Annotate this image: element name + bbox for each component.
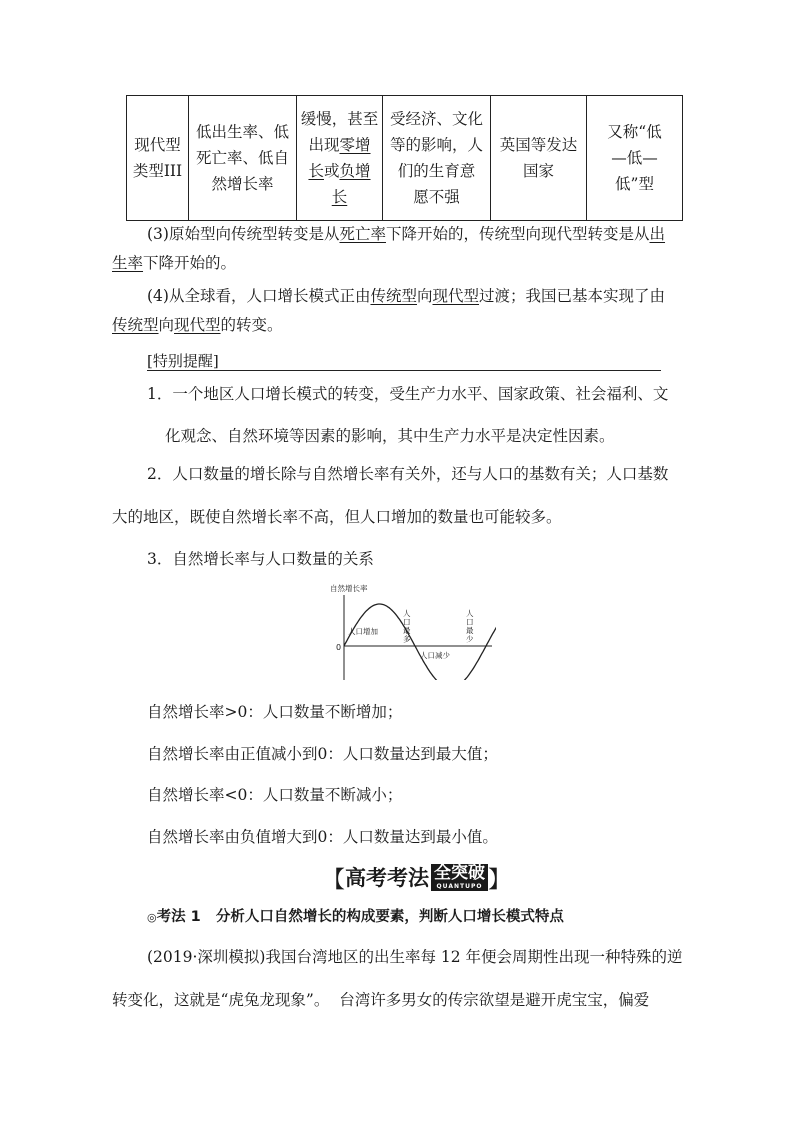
rule-3: 自然增长率<0：人口数量不断减小； xyxy=(147,786,403,804)
table-cell-region: 英国等发达 国家 xyxy=(491,96,587,221)
table-row xyxy=(127,96,683,221)
example-line2: 转变化，这就是“虎兔龙现象”。 台湾许多男女的传宗欲望是避开虎宝宝，偏爱 xyxy=(112,991,650,1009)
tip-item-3: 3．自然增长率与人口数量的关系 xyxy=(147,550,374,568)
population-model-table xyxy=(126,95,683,221)
kaofa-heading: ◎考法 1 分析人口自然增长的构成要素，判断人口增长模式特点 xyxy=(147,909,564,925)
section-banner: 【 高考考法 全突破 QUANTUPO 】 xyxy=(322,862,511,893)
target-icon: ◎ xyxy=(147,911,157,924)
para4-line2: 传统型向现代型的转变。 xyxy=(112,316,283,334)
tip-item-1-line1: 1．一个地区人口增长模式的转变，受生产力水平、国家政策、社会福利、文 xyxy=(147,385,669,403)
banner-box: 全突破 QUANTUPO xyxy=(431,864,488,891)
table-cell-reason: 受经济、文化 等的影响，人 们的生育意 愿不强 xyxy=(383,96,491,221)
label-min xyxy=(466,608,474,644)
para4-line1: (4)从全球看，人口增长模式正由传统型向现代型过渡；我国已基本实现了由 xyxy=(147,287,666,305)
tip-item-2-line1: 2．人口数量的增长除与自然增长率有关外，还与人口的基数有关；人口基数 xyxy=(147,465,669,483)
label-increase: 人口增加 xyxy=(348,627,378,636)
table-cell-type: 现代型 类型III xyxy=(127,96,189,221)
growth-rate-chart xyxy=(326,580,496,680)
tip-item-1-line2: 化观念、自然环境等因素的影响，其中生产力水平是决定性因素。 xyxy=(165,427,615,445)
svg-text:人口最少: 人口最少 xyxy=(466,609,474,644)
para3-line1: (3)原始型向传统型转变是从死亡率下降开始的，传统型向现代型转变是从出 xyxy=(147,225,666,243)
example-line1: (2019·深圳模拟)我国台湾地区的出生率每 12 年便会周期性出现一种特殊的逆 xyxy=(147,948,683,966)
table-cell-growth: 缓慢，甚至 出现零增 长或负增 长 xyxy=(297,96,383,221)
rule-2: 自然增长率由正值减小到0：人口数量达到最大值； xyxy=(147,745,498,763)
table-cell-features: 低出生率、低 死亡率、低自 然增长率 xyxy=(189,96,297,221)
y-axis-label: 自然增长率 xyxy=(330,584,368,593)
label-max xyxy=(403,608,411,644)
label-decrease: 人口减少 xyxy=(420,651,450,660)
table-cell-alias: 又称“低 —低— 低”型 xyxy=(587,96,683,221)
tip-item-2-line2: 大的地区，既使自然增长率不高，但人口增加的数量也可能较多。 xyxy=(112,508,562,526)
rule-4: 自然增长率由负值增大到0：人口数量达到最小值。 xyxy=(147,828,498,846)
tip-heading: [特别提醒] xyxy=(147,352,661,371)
svg-text:人口最多: 人口最多 xyxy=(403,609,411,644)
zero-label: 0 xyxy=(336,643,342,652)
rule-1: 自然增长率>0：人口数量不断增加； xyxy=(147,703,403,721)
para3-line2: 生率下降开始的。 xyxy=(112,254,237,272)
